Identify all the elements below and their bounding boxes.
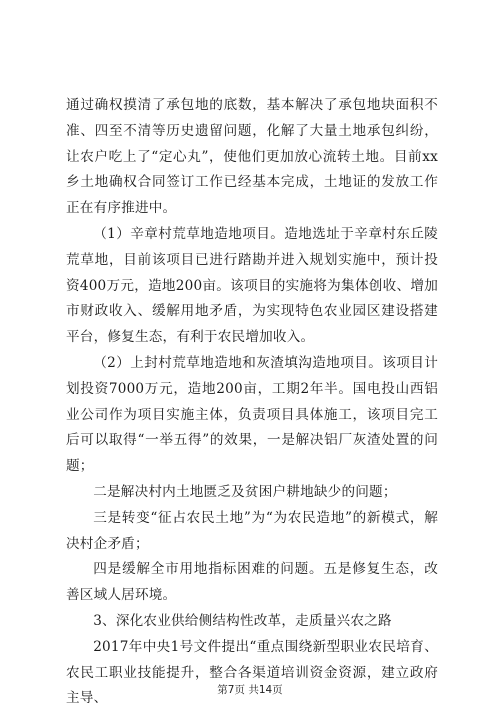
document-body — [66, 93, 438, 712]
paragraph-7: 2017年中央1号文件提出“重点围绕新型职业农民培育、农民工职业技能提升，整合各渠道培训资金资源，建立政府主导、 — [66, 638, 438, 707]
paragraph-3: （2）上封村荒草地造地和灰渣填沟造地项目。该项目计划投资7000万元，造地200亩，工期2年半。国电投山西铝业公司作为项目实施主体，负责项目具体施工，该项目完工后可以取得“一举五得”的效果，一是解决铝厂灰渣处置的问题； — [66, 354, 438, 475]
paragraph-1: 通过确权摸清了承包地的底数，基本解决了承包地块面积不准、四至不清等历史遗留问题，化解了大量土地承包纠纷，让农户吃上了“定心丸”，使他们更加放心流转土地。目前xx乡土地确权合同签订工作已经基本完成，土地证的发放工作正在有序推进中。 — [66, 97, 438, 217]
page-footer: 第7页 共14页 — [217, 684, 283, 696]
paragraph-6: 四是缓解全市用地指标困难的问题。五是修复生态，改善区域人居环境。 — [66, 561, 438, 604]
paragraph-5: 三是转变“征占农民土地”为“为农民造地”的新模式，解决村企矛盾； — [66, 509, 438, 552]
section-heading: 3、深化农业供给侧结构性改革，走质量兴农之路 — [93, 612, 392, 629]
paragraph-2: （1）辛章村荒草地造地项目。造地选址于辛章村东丘陵荒草地，目前该项目已进行踏勘并进入规划实施中，预计投资400万元，造地200亩。该项目的实施将为集体创收、增加市财政收入、缓解用地矛盾，为实现特色农业园区建设搭建平台，修复生态，有利于农民增加收入。 — [66, 225, 438, 346]
paragraph-4: 二是解决村内土地匮乏及贫困户耕地缺少的问题； — [93, 483, 397, 500]
